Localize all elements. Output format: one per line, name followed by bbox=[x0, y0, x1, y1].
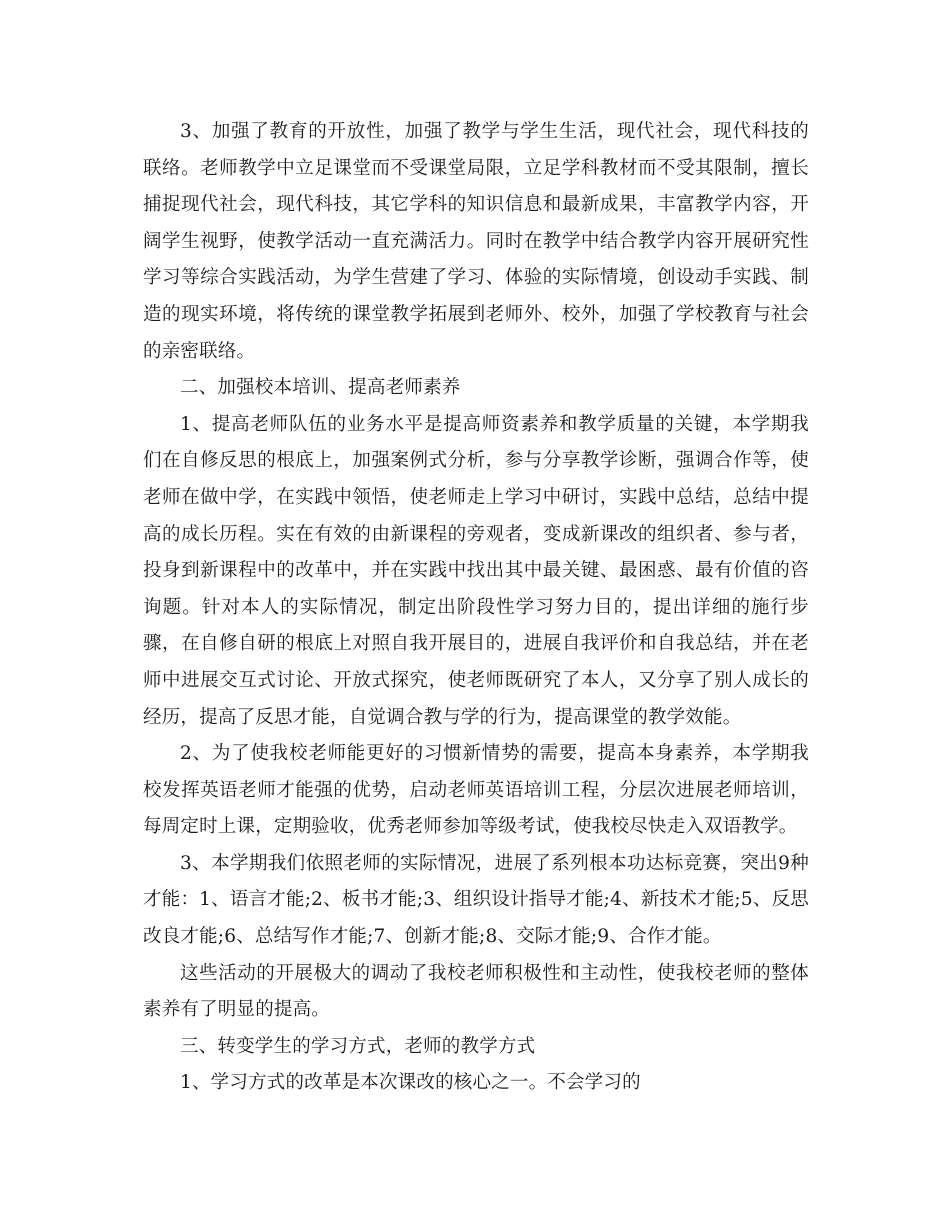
document-body bbox=[143, 114, 809, 1102]
paragraph-activity-results: 这些活动的开展极大的调动了我校老师积极性和主动性，使我校老师的整体素养有了明显的提高。 bbox=[143, 962, 809, 1021]
paragraph-learning-reform: 1、学习方式的改革是本次课改的核心之一。不会学习的 bbox=[180, 1072, 641, 1094]
paragraph-skills-competition: 3、本学期我们依照老师的实际情况，进展了系列根本功达标竞赛，突出9种才能：1、语言才能;2、板书才能;3、组织设计指导才能;4、新技术才能;5、反思改良才能;6、总结写作才能;7、创新才能;8、交际才能;9、合作才能。 bbox=[143, 852, 809, 948]
paragraph-openness: 3、加强了教育的开放性，加强了教学与学生生活，现代社会，现代科技的联络。老师教学中立足课堂而不受课堂局限，立足学科教材而不受其限制，擅长捕捉现代社会，现代科技，其它学科的知识信息和最新成果，丰富教学内容，开阔学生视野，使教学活动一直充满活力。同时在教学中结合教学内容开展研究性学习等综合实践活动，为学生营建了学习、体验的实际情境，创设动手实践、制造的现实环境，将传统的课堂教学拓展到老师外、校外，加强了学校教育与社会的亲密联络。 bbox=[143, 121, 809, 362]
section-heading-learning-methods: 三、转变学生的学习方式，老师的教学方式 bbox=[180, 1035, 536, 1057]
section-heading-teacher-training: 二、加强校本培训、提高老师素养 bbox=[180, 377, 461, 399]
paragraph-english-training: 2、为了使我校老师能更好的习惯新情势的需要，提高本身素养，本学期我校发挥英语老师才能强的优势，启动老师英语培训工程，分层次进展老师培训，每周定时上课，定期验收，优秀老师参加等级考试，使我校尽快走入双语教学。 bbox=[143, 743, 809, 838]
paragraph-team-level: 1、提高老师队伍的业务水平是提高师资素养和教学质量的关键，本学期我们在自修反思的根底上，加强案例式分析，参与分享教学诊断，强调合作等，使老师在做中学，在实践中领悟，使老师走上学习中研讨，实践中总结，总结中提高的成长历程。实在有效的由新课程的旁观者，变成新课改的组织者、参与者，投身到新课程中的改革中，并在实践中找出其中最关键、最困惑、最有价值的咨询题。针对本人的实际情况，制定出阶段性学习努力目的，提出详细的施行步骤，在自修自研的根底上对照自我开展目的，进展自我评价和自我总结，并在老师中进展交互式讨论、开放式探究，使老师既研究了本人，又分享了别人成长的经历，提高了反思才能，自觉调合教与学的行为，提高课堂的教学效能。 bbox=[143, 413, 809, 728]
